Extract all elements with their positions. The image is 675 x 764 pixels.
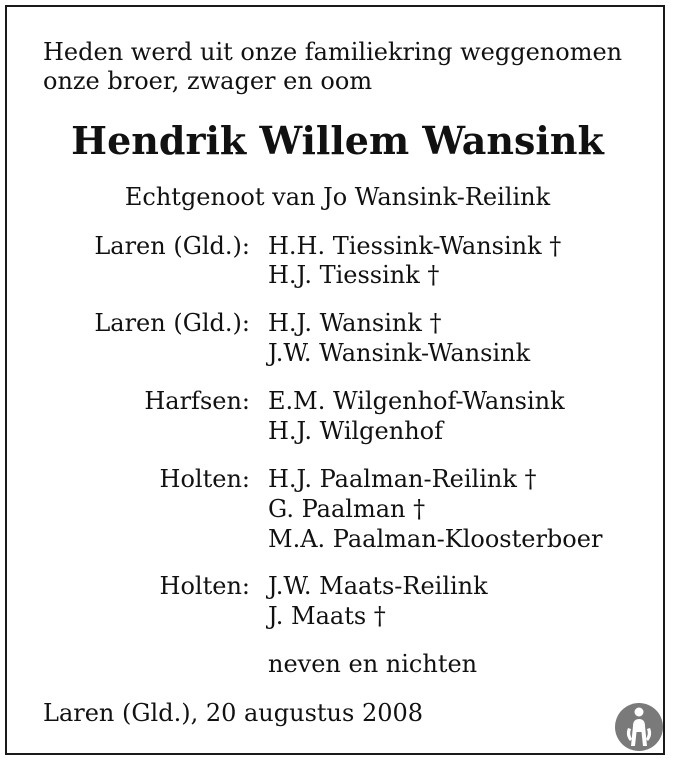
family-member: H.J. Tiessink † xyxy=(268,261,440,289)
family-place: Harfsen: xyxy=(144,387,250,415)
family-member: J. Maats † xyxy=(268,602,386,630)
family-member: J.W. Wansink-Wansink xyxy=(268,339,531,367)
deceased-name: Hendrik Willem Wansink xyxy=(71,118,604,163)
family-place: Holten: xyxy=(159,572,250,600)
family-place: Laren (Gld.): xyxy=(94,232,250,260)
family-member: H.H. Tiessink-Wansink † xyxy=(268,232,562,260)
closing-relatives: neven en nichten xyxy=(268,650,478,678)
family-member: H.J. Wansink † xyxy=(268,309,442,337)
intro-line-1: Heden werd uit onze familiekring weggenomen xyxy=(43,38,623,66)
family-member: J.W. Maats-Reilink xyxy=(268,572,488,600)
family-member: M.A. Paalman-Kloosterboer xyxy=(268,525,603,553)
family-member: E.M. Wilgenhof-Wansink xyxy=(268,387,565,415)
family-place: Laren (Gld.): xyxy=(94,309,250,337)
family-member: H.J. Wilgenhof xyxy=(268,417,443,445)
family-member: H.J. Paalman-Reilink † xyxy=(268,465,537,493)
family-member: G. Paalman † xyxy=(268,495,426,523)
memorial-figure-icon xyxy=(614,702,664,752)
family-place: Holten: xyxy=(159,465,250,493)
place-date: Laren (Gld.), 20 augustus 2008 xyxy=(43,699,424,727)
spouse-line: Echtgenoot van Jo Wansink-Reilink xyxy=(124,183,551,211)
intro-line-2: onze broer, zwager en oom xyxy=(43,67,373,95)
